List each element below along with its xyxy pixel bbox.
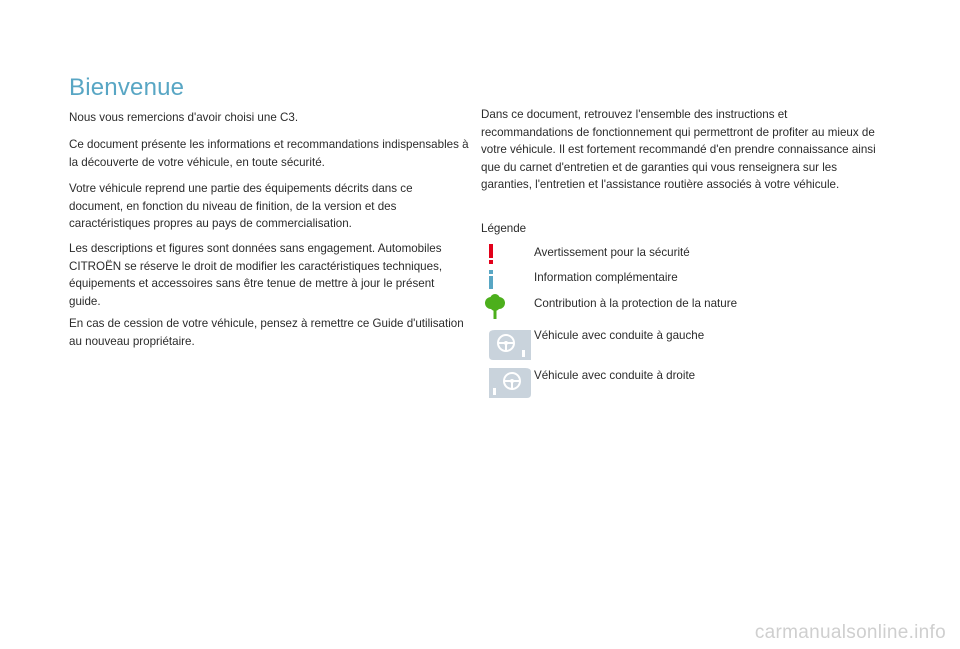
cession-paragraph: En cas de cession de votre véhicule, pensez à remettre ce Guide d'utilisation au nouveau propriétaire. <box>69 317 464 348</box>
watermark-text: carmanualsonline.info <box>754 622 946 643</box>
legend-label-warning: Avertissement pour la sécurité <box>534 246 690 259</box>
warning-exclamation-icon <box>487 243 495 265</box>
document-paragraph: Ce document présente les informations et recommandations indispensables à la découverte de votre véhicule, en toute sécurité. <box>69 138 469 169</box>
intro-paragraph: Nous vous remercions d'avoir choisi une C3. <box>69 111 299 124</box>
legend-label-nature: Contribution à la protection de la nature <box>534 297 738 310</box>
right-hand-drive-icon <box>489 368 531 398</box>
equipment-paragraph: Votre véhicule reprend une partie des équipements décrits dans ce document, en fonction du niveau de finition, de la version et des caractéristiques propres au pays de commercialisation. <box>69 182 413 230</box>
page-title: Bienvenue <box>69 74 185 101</box>
info-icon <box>487 268 495 290</box>
legend-label-left-drive: Véhicule avec conduite à gauche <box>534 329 705 342</box>
legend-label-info: Information complémentaire <box>534 271 678 284</box>
legend-label-right-drive: Véhicule avec conduite à droite <box>534 369 696 382</box>
descriptions-paragraph: Les descriptions et figures sont données sans engagement. Automobiles CITROËN se réserve le droit de modifier les caractéristiques techniques, équipements et accessoires sans être tenue de mettre à jour le présent guide. <box>69 242 443 308</box>
instructions-paragraph: Dans ce document, retrouvez l'ensemble des instructions et recommandations de fonctionnement qui permettront de profiter au mieux de votre véhicule. Il est fortement recommandé d'en prendre connaissance ainsi que du carnet d'entretien et de garanties qui vous renseignera sur les garanties, l'entretien et l'assistance routière associés à votre véhicule. <box>481 108 876 191</box>
tree-icon <box>483 294 507 320</box>
left-hand-drive-icon <box>489 330 531 360</box>
legend-title: Légende <box>481 222 527 235</box>
